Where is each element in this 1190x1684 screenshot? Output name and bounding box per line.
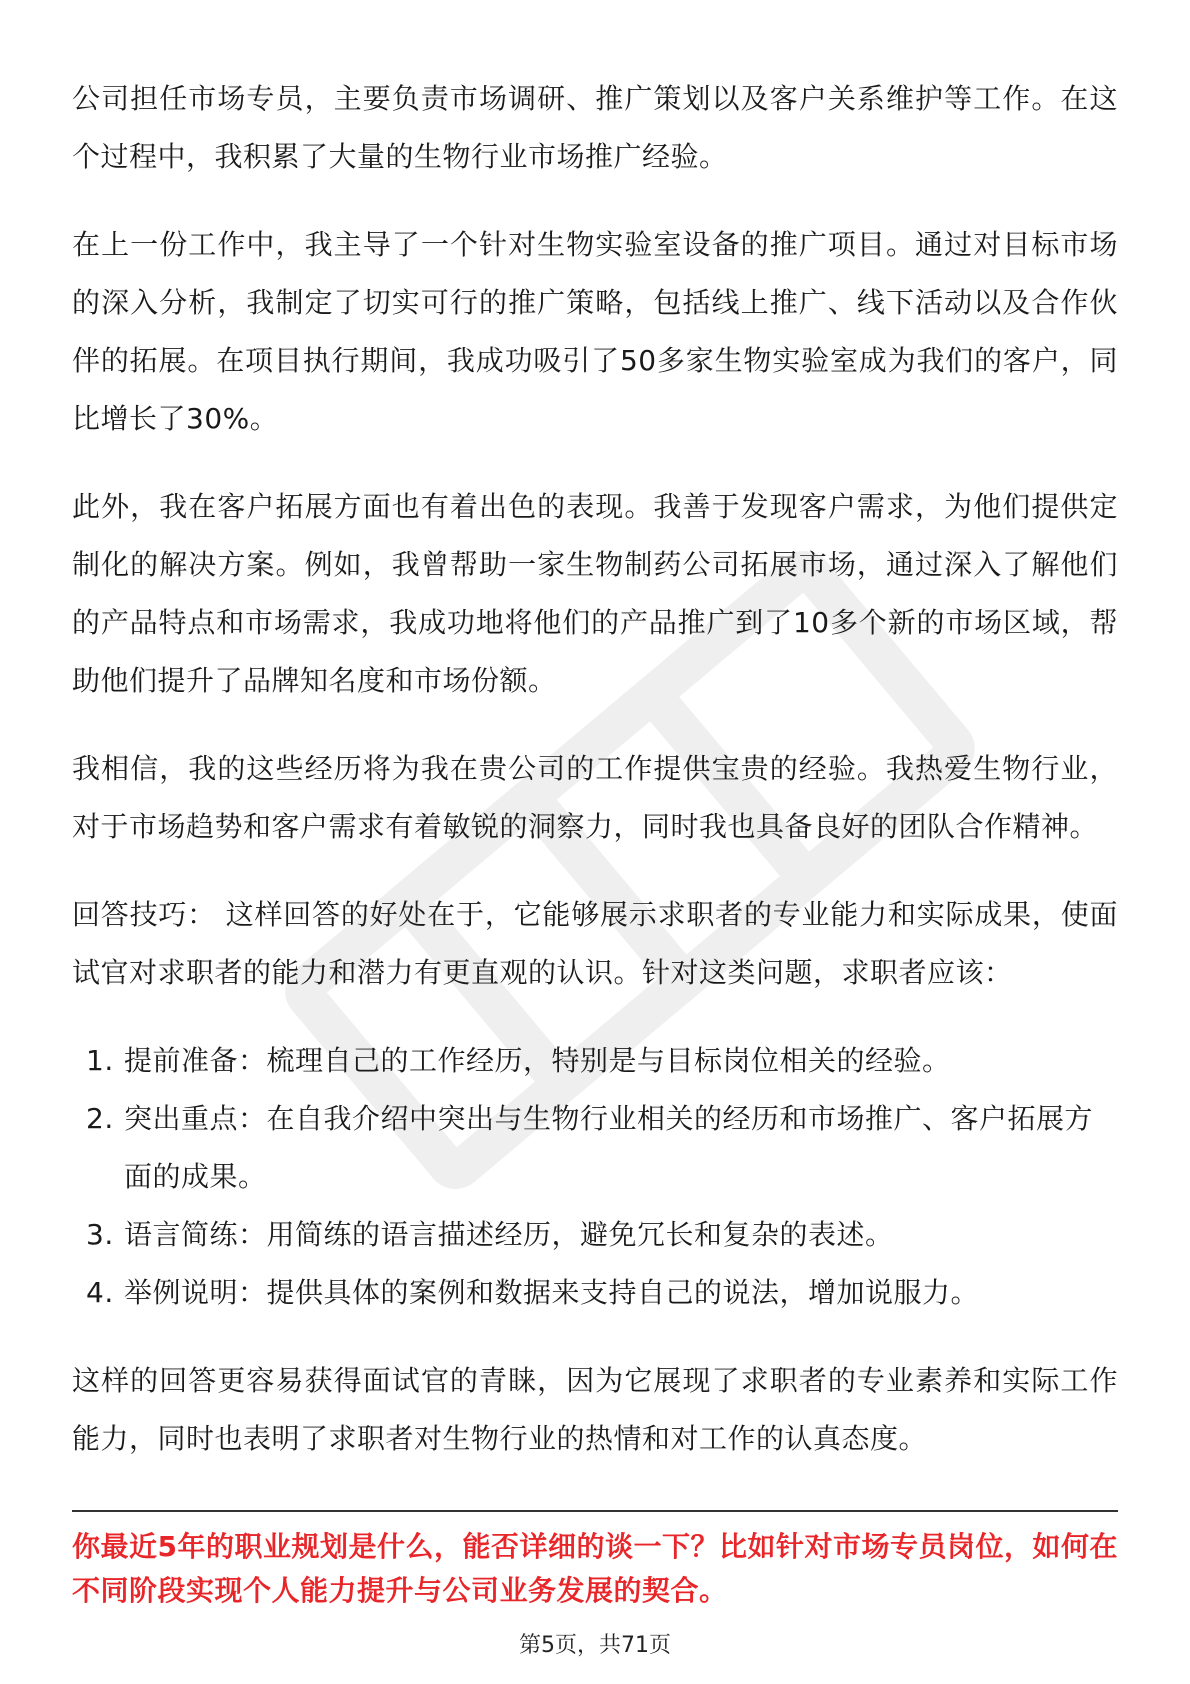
paragraph-2: 在上一份工作中，我主导了一个针对生物实验室设备的推广项目。通过对目标市场的深入分析，我制定了切实可行的推广策略，包括线上推广、线下活动以及合作伙伴的拓展。在项目执行期间，我成功吸引了50多家生物实验室成为我们的客户，同比增长了30%。 xyxy=(72,228,1118,435)
tips-intro: 回答技巧： 这样回答的好处在于，它能够展示求职者的专业能力和实际成果，使面试官对求职者的能力和潜力有更直观的认识。针对这类问题，求职者应该： xyxy=(72,898,1118,989)
list-item xyxy=(72,1090,1118,1206)
section-divider xyxy=(72,1510,1118,1512)
list-item-text: 语言简练：用简练的语言描述经历，避免冗长和复杂的表述。 xyxy=(124,1218,894,1251)
next-question-heading: 你最近5年的职业规划是什么，能否详细的谈一下？比如针对市场专员岗位，如何在不同阶段实现个人能力提升与公司业务发展的契合。 xyxy=(72,1530,1118,1607)
list-item-number: 3. xyxy=(86,1218,114,1251)
page-number: 第5页，共71页 xyxy=(519,1633,671,1658)
paragraph-4: 我相信，我的这些经历将为我在贵公司的工作提供宝贵的经验。我热爱生物行业，对于市场趋势和客户需求有着敏锐的洞察力，同时我也具备良好的团队合作精神。 xyxy=(72,752,1118,843)
paragraph-1: 公司担任市场专员，主要负责市场调研、推广策划以及客户关系维护等工作。在这个过程中，我积累了大量的生物行业市场推广经验。 xyxy=(72,82,1118,173)
list-item-number: 1. xyxy=(86,1044,114,1077)
closing-paragraph: 这样的回答更容易获得面试官的青睐，因为它展现了求职者的专业素养和实际工作能力，同时也表明了求职者对生物行业的热情和对工作的认真态度。 xyxy=(72,1364,1118,1455)
list-item-number: 4. xyxy=(86,1276,114,1309)
list-item xyxy=(72,1032,1118,1090)
list-item xyxy=(72,1264,1118,1322)
list-item xyxy=(72,1206,1118,1264)
main-content xyxy=(72,70,1118,1498)
list-item-number: 2. xyxy=(86,1102,114,1135)
list-item-text: 举例说明：提供具体的案例和数据来支持自己的说法，增加说服力。 xyxy=(124,1276,980,1309)
tips-list xyxy=(72,1032,1118,1322)
paragraph-3: 此外，我在客户拓展方面也有着出色的表现。我善于发现客户需求，为他们提供定制化的解决方案。例如，我曾帮助一家生物制药公司拓展市场，通过深入了解他们的产品特点和市场需求，我成功地将他们的产品推广到了10多个新的市场区域，帮助他们提升了品牌知名度和市场份额。 xyxy=(72,490,1118,697)
list-item-text: 突出重点：在自我介绍中突出与生物行业相关的经历和市场推广、客户拓展方面的成果。 xyxy=(124,1102,1094,1193)
list-item-text: 提前准备：梳理自己的工作经历，特别是与目标岗位相关的经验。 xyxy=(124,1044,951,1077)
